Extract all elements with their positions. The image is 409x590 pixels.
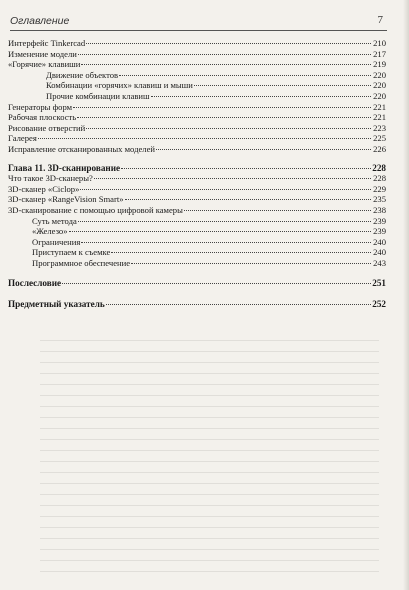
- dot-leader: [119, 75, 371, 76]
- toc-entry-title: Генераторы форм: [8, 101, 73, 112]
- toc-entry-page: 210: [373, 38, 386, 48]
- toc-entry-page: 220: [373, 80, 386, 91]
- toc-entry-page: 251: [372, 278, 386, 289]
- toc-entry-title: Изменение модели: [8, 48, 77, 59]
- toc-entry-page: 235: [373, 194, 386, 205]
- toc-entry-title: Ограничения: [32, 236, 81, 247]
- dot-leader: [94, 178, 371, 179]
- toc-entry-title: Прочие комбинации клавиш: [46, 90, 150, 101]
- section-spacer: [8, 268, 386, 278]
- toc-entry: [8, 133, 386, 144]
- toc-entry: [8, 194, 386, 205]
- dot-leader: [62, 283, 371, 284]
- dot-leader: [73, 107, 371, 108]
- toc-entry-page: 223: [373, 122, 386, 133]
- toc-entry-page: 239: [373, 215, 386, 226]
- toc-entry-page: 240: [373, 236, 386, 247]
- dot-leader: [121, 168, 371, 169]
- dot-leader: [78, 221, 371, 222]
- dot-leader: [81, 242, 371, 243]
- running-header: [10, 14, 387, 31]
- toc-entry: [8, 184, 386, 195]
- toc-entry-page: 243: [373, 257, 386, 268]
- toc-entry: [8, 247, 386, 258]
- toc-entry: [8, 205, 386, 216]
- toc-entry: [8, 173, 386, 184]
- dot-leader: [184, 210, 371, 211]
- toc-chapter-entry: [8, 278, 386, 289]
- toc-entry: [8, 216, 386, 227]
- toc-entry-title: 3D-сканер «Ciclop»: [8, 183, 80, 194]
- toc-entry: [8, 258, 386, 269]
- dot-leader: [86, 43, 371, 44]
- toc-entry-page: 240: [373, 247, 386, 258]
- toc-entry-title: «Горячие» клавиши: [8, 59, 81, 70]
- toc-entry-page: 228: [373, 173, 386, 184]
- toc-entry-title: Послесловие: [8, 278, 62, 289]
- dot-leader: [131, 263, 371, 264]
- toc-entry: [8, 91, 386, 102]
- toc-entry-page: 221: [373, 112, 386, 123]
- toc-entry-page: 239: [373, 226, 386, 237]
- toc-entry: [8, 226, 386, 237]
- toc-entry-title: 3D-сканер «RangeVision Smart»: [8, 194, 124, 205]
- toc-entry-title: 3D-сканирование с помощью цифровой камеры: [8, 204, 183, 215]
- header-page-number: 7: [377, 14, 383, 26]
- toc-entry-title: Движение объектов: [46, 69, 119, 80]
- dot-leader: [106, 304, 371, 305]
- toc-entry-page: 229: [373, 183, 386, 194]
- toc-entry-page: 221: [373, 101, 386, 112]
- dot-leader: [38, 138, 371, 139]
- toc-entry-title: Что такое 3D-сканеры?: [8, 173, 93, 184]
- dot-leader: [78, 54, 371, 55]
- toc-entry: [8, 144, 386, 155]
- header-title: Оглавление: [10, 15, 70, 27]
- dot-leader: [151, 96, 371, 97]
- bleed-through-texture: [40, 340, 379, 582]
- toc-entry-page: 217: [373, 48, 386, 59]
- toc-entry: [8, 237, 386, 248]
- toc-entry-page: 225: [373, 133, 386, 144]
- toc-entry-title: Приступаем к съемке: [32, 247, 111, 258]
- toc-entry-page: 220: [373, 69, 386, 80]
- toc-entry: [8, 38, 386, 49]
- toc-entry-title: Глава 11. 3D-сканирование: [8, 162, 121, 173]
- toc-chapter-entry: [8, 299, 386, 310]
- toc-entry-title: Предметный указатель: [8, 299, 105, 310]
- toc-entry: [8, 80, 386, 91]
- toc-entry-page: 219: [373, 59, 386, 70]
- dot-leader: [81, 64, 371, 65]
- toc-entry-title: Программное обеспечение: [32, 257, 131, 268]
- toc-entry-page: 228: [372, 162, 386, 173]
- dot-leader: [194, 85, 371, 86]
- toc-entry-title: Интерфейс Tinkercad: [8, 38, 86, 48]
- toc-chapter-entry: [8, 163, 386, 174]
- dot-leader: [80, 189, 371, 190]
- toc-entry: [8, 112, 386, 123]
- toc-entry-title: Рисование отверстий: [8, 122, 86, 133]
- toc-entry: [8, 123, 386, 134]
- toc-entry-title: Исправление отсканированных моделей: [8, 143, 155, 154]
- page-edge-shadow: [403, 0, 409, 590]
- section-spacer: [8, 289, 386, 299]
- dot-leader: [125, 199, 371, 200]
- toc-entry-title: «Железо»: [32, 226, 68, 237]
- dot-leader: [69, 231, 371, 232]
- dot-leader: [156, 149, 371, 150]
- dot-leader: [111, 252, 371, 253]
- toc-entry-title: Галерея: [8, 133, 37, 144]
- toc-entry-page: 238: [373, 204, 386, 215]
- section-spacer: [8, 155, 386, 163]
- toc-entry: [8, 102, 386, 113]
- toc-entry: [8, 59, 386, 70]
- toc-entry-page: 252: [372, 299, 386, 310]
- toc-entry-page: 220: [373, 90, 386, 101]
- dot-leader: [86, 128, 371, 129]
- toc-entry-page: 226: [373, 143, 386, 154]
- toc-entry-title: Комбинации «горячих» клавиш и мыши: [46, 80, 193, 91]
- dot-leader: [77, 117, 371, 118]
- toc-entry-title: Суть метода: [32, 215, 77, 226]
- toc-entry: [8, 70, 386, 81]
- table-of-contents: [8, 38, 386, 310]
- toc-entry: [8, 49, 386, 60]
- toc-entry-title: Рабочая плоскость: [8, 112, 77, 123]
